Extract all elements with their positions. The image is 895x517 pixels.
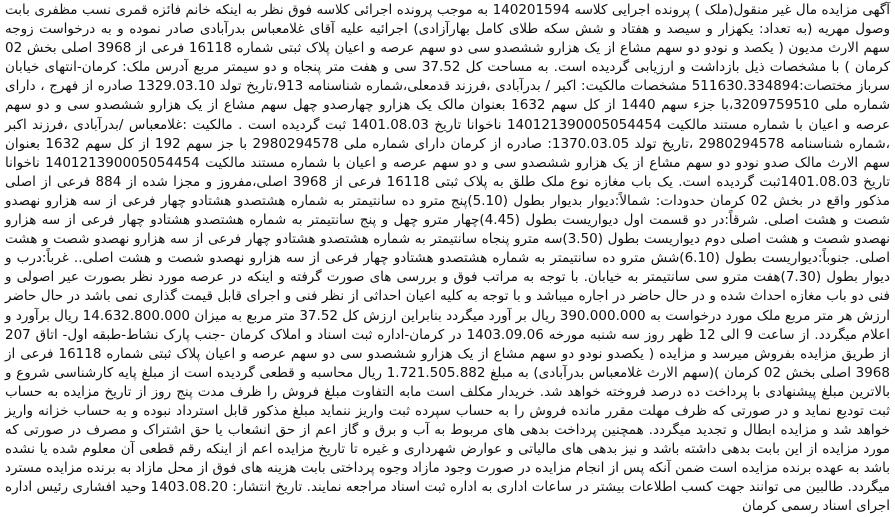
notice-body: آگهی مزایده مال غیر منقول(ملک ) پرونده اجرایی کلاسه 140201594 به موجب پرونده اجرائی کلاسه فوق نظر به اینکه خانم فائزه قمری نسب مظفری بابت وصول مهریه (به تعداد: یکهزار و سیصد و هفتاد و شش سکه طلای کامل بهارآزادی) اجرائیه علیه آقای غلامعباس بدرآبادی صادر نموده و به درخواست زوجه سهم الارث مدیون ( یکصد و نودو دو سهم مشاع از یک هزارو ششصدو سی دو سهم عرصه و اعیان پلاک ثبتی شماره 16118 فرعی از 3968 اصلی بخش 02 کرمان ) با مشخصات ذیل بازداشت و ارزیابی گردیده است. به مساحت کل 37.52 سی و هفت متر پنجاه و دو سیمتر مربع آدرس ملک: کرمان-انتهای خیابان سرباز مختصات:511630.334894 مشخصات مالکیت: اکبر / بدرآبادی ،فرزند قدمعلی،شماره شناسنامه 913،تاریخ تولد 1329.03.10 صادره از فهرج ، دارای شماره ملی 3209759510،با جزء سهم 1440 از کل سهم 1632 بعنوان مالک یک هزارو چهارصدو چهل سهم مشاع از یک هزارو ششصدو سی و دو سهم عرصه و اعیان با شماره مستند مالکیت 140121390005054454 ناخوانا تاریخ 1401.08.03 ثبت گردیده است . مالکیت :غلامعباس /بدرآبادی ،فرزند اکبر ،شماره شناسنامه 2980294578 ،تاریخ تولد 1370.03.05: صادره از کرمان دارای شماره ملی 2980294578 با جز سهم 192 از کل سهم 1632 بعنوان سهم الارث مالک صدو نودو دو سهم مشاع از یک هزارو ششصدو سی و دو سهم عرصه و اعیان با شماره مستند مالکیت 140121390005054454 ناخوانا تاریخ 1401.08.03ثبت گردیده است. یک باب مغازه نوع ملک طلق به پلاک ثبتی 16118 فرعی از 3968 اصلی،مفروز و مجزا شده از 884 فرعی از اصلی مذکور واقع در بخش 02 کرمان حدودات: شمالاً:دیوار بدیوار بطول (5.10)پنج مترو ده سانتیمتر به شماره هشتصدو هشتادو چهار فرعی از سه هزارو نهصدو شصت و هشت اصلی. شرقاً:در دو قسمت اول دیواریست بطول (4.45)چهار مترو چهل و پنج سانتیمتر به شماره هشتصدو هشتادو چهار فرعی از سه هزارو نهصدو شصت و هشت اصلی دوم دیواریست بطول (3.50)سه مترو پنجاه سانتیمتر به شماره هشتصدو هشتادو چهار فرعی از سه هزارو نهصدو شصت و هشت اصلی. جنوباً:دیواریست بطول (6.10)شش مترو ده سانتیمتر به شماره هشتصدو هشتادو چهار فرعی از سه هزارو نهصدو شصت و هشت اصلی.. غرباً:درب و دیوار بطول (7.30)هفت مترو سی سانتیمتر به خیابان. با توجه به مراتب فوق و بررسی های صورت گرفته و اینکه در عرصه مورد نظر بصورت عیر اصولی و فنی دو باب مغازه احداث شده و در حال حاضر در اجاره میباشد و با توجه به کلیه اعیان احداثی از نظر فنی و اجرای قابل قیمت گذاری نمی باشد در حال حاضر ارزش هر متر مربع ملک مورد درخواست به 390.000.000 ریال بر آورد میگردد بنابراین ارزش کل 37.52 متر مربع به میزان 14.632.800.000 ریال برآورد و اعلام میگردد. از ساعت 9 الی 12 ظهر روز سه شنبه مورخه 1403.09.06 در کرمان-اداره ثبت اسناد و املاک کرمان -جنب پارک نشاط-طبقه اول- اتاق 207 از طریق مزایده بفروش میرسد و مزایده ( یکصدو نودو دو سهم مشاع از یک هزارو ششصدو سی دو سهم عرصه و اعیان پلاک ثبتی شماره 16118 فرعی از 3968 اصلی بخش 02 کرمان )(سهم الارث غلامعباس بدرآبادی) به مبلغ 1.721.505.882 ریال محاسبه و قطعی گردیده است از مبلغ پایه کارشناسی شروع و بالاترین مبلغ پیشنهادی با پرداخت ده درصد فروخته خواهد شد. خریدار مکلف است مابه التفاوت مبلغ فروش را ظرف مدت پنج روز از تاریخ مزایده به حساب ثبت تودیع نماید و در صورتی که ظرف مهلت مقرر مانده فروش را به حساب سپرده ثبت واریز ننماید مبلغ مذکور قابل استرداد نبوده و به حساب خزانه واریز خواهد شد و مزایده ابطال و تجدید میگردد. همچنین پرداخت بدهی های مربوط به آب و برق و گاز اعم از حق انشعاب یا حق اشتراک و مصرف در صورتی که مورد مزایده از این بابت بدهی داشته باشد و نیز بدهی های مالیاتی و عوارض شهرداری و غیره تا تاریخ مزایده اعم از اینکه رقم قطعی آن معلوم شده یا نشده باشد به عهده برنده مزایده است ضمن آنکه پس از انجام مزایده در صورت وجود مازاد وجوه پرداختی بابت هزینه های فوق از محل مازاد به برنده مزایده مسترد میگردد. طالبین می توانند جهت کسب اطلاعات بیشتر در ساعات اداری به اداره ثبت اسناد مراجعه نمایند. تاریخ انتشار: 1403.08.20 وحید افشاری رئیس اداره اجرای اسناد رسمی کرمان	[5, 2, 891, 515]
